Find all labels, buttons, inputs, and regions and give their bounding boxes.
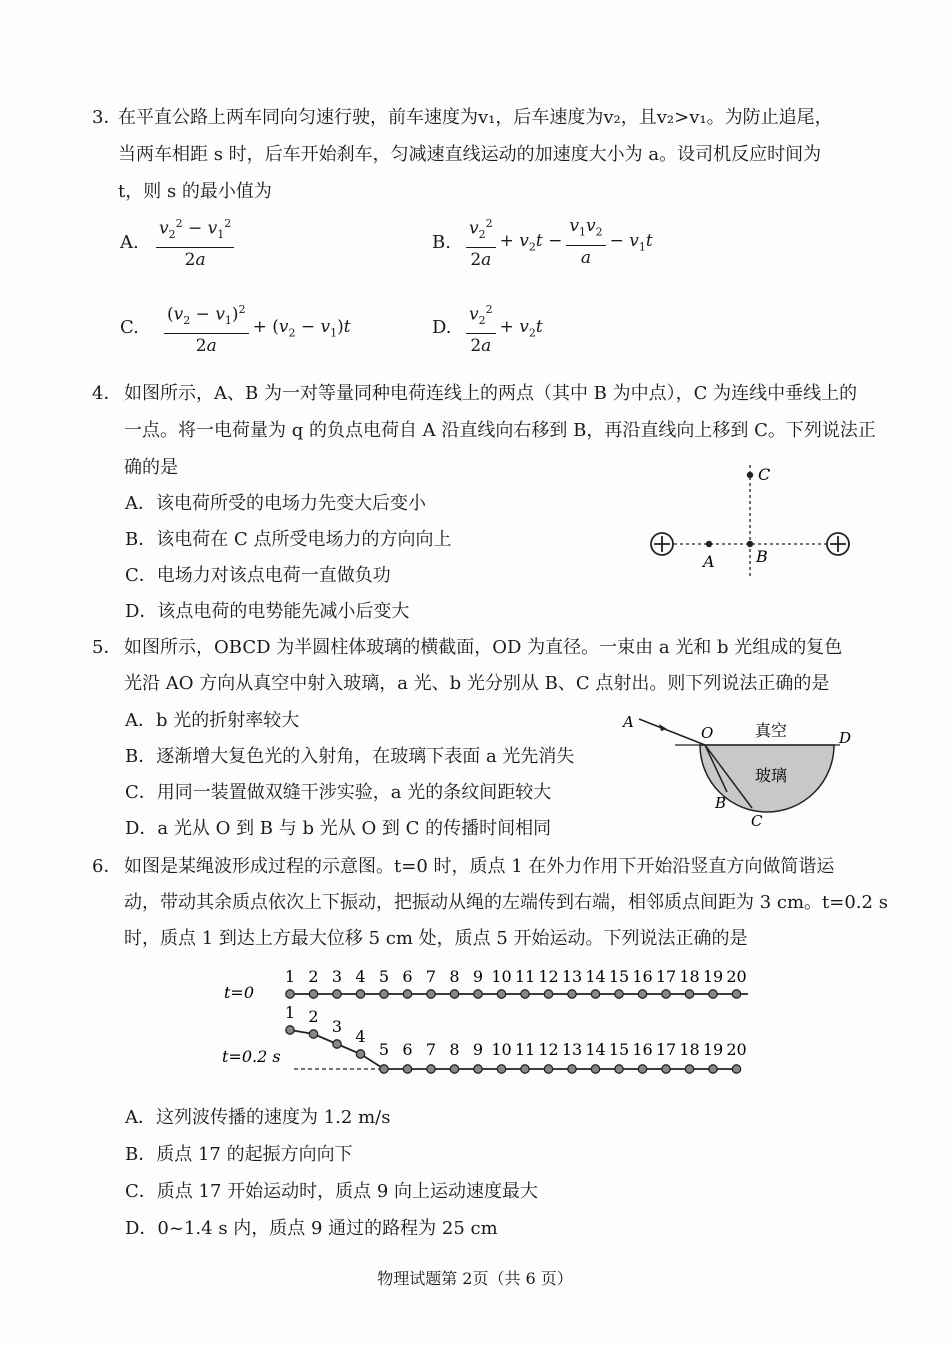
rope-t02-particle: [380, 1065, 388, 1073]
rope-t02-point-label: 18: [679, 1040, 700, 1059]
q3-option-a-label: A.: [120, 232, 139, 253]
rope-t0-point-label: 19: [702, 967, 724, 986]
q4-stem-line1: 如图所示，A、B 为一对等量同种电荷连线上的两点（其中 B 为中点），C 为连线中垂线上的: [124, 383, 858, 404]
rope-t0-point-label: 17: [655, 967, 677, 986]
rope-t0-point-label: 14: [585, 967, 606, 986]
q3-stem-line2: 当两车相距 s 时，后车开始刹车，匀减速直线运动的加速度大小为 a。设司机反应时间为: [118, 144, 822, 165]
rope-t02-particle: [450, 1065, 458, 1073]
glass-label: 玻璃: [755, 766, 788, 785]
rope-t02-particle: [709, 1065, 717, 1073]
rope-t02-point-label: 7: [425, 1040, 437, 1059]
rope-t02-point-label: 11: [514, 1040, 536, 1059]
q4-option-d: D．该点电荷的电势能先减小后变大: [125, 601, 410, 622]
q4-stem-line2: 一点。将一电荷量为 q 的负点电荷自 A 沿直线向右移到 B，再沿直线向上移到 C。下列说法正: [124, 420, 876, 441]
rope-t02-point-label: 2: [308, 1007, 319, 1026]
q6-option-a: A．这列波传播的速度为 1.2 m/s: [125, 1107, 391, 1128]
point-a-label: A: [623, 713, 634, 731]
point-c-label: C: [758, 465, 771, 484]
q6-option-d: D．0~1.4 s 内，质点 9 通过的路程为 25 cm: [125, 1218, 498, 1239]
rope-t0-particle: [568, 990, 576, 998]
rope-t0-point-label: 12: [538, 967, 559, 986]
rope-t02-particle: [615, 1065, 623, 1073]
q6-stem-line3: 时，质点 1 到达上方最大位移 5 cm 处，质点 5 开始运动。下列说法正确的是: [124, 928, 748, 949]
q6-option-b: B．质点 17 的起振方向向下: [125, 1144, 353, 1165]
q3-stem-line1: 在平直公路上两车同向匀速行驶，前车速度为v₁，后车速度为v₂，且v₂>v₁。为防止追尾，: [118, 107, 833, 128]
q4-number: 4．: [92, 383, 122, 404]
point-b-label: B: [715, 794, 727, 812]
rope-t0-particle: [309, 990, 317, 998]
rope-t0-particle: [380, 990, 388, 998]
rope-t02-point-label: 1: [284, 1003, 296, 1022]
q6-stem-line1: 如图是某绳波形成过程的示意图。t=0 时，质点 1 在外力作用下开始沿竖直方向做简谐运: [124, 856, 835, 877]
rope-t0-particle: [450, 990, 458, 998]
point-a-dot: [706, 541, 712, 547]
q4-option-c: C．电场力对该点电荷一直做负功: [125, 565, 391, 586]
q3-option-a-formula: $\frac{v_2^2 - v_1^2}{2a}$: [152, 214, 238, 270]
rope-t0-particle: [333, 990, 341, 998]
q4-stem-line3: 确的是: [124, 457, 178, 478]
q5-option-a: A．b 光的折射率较大: [125, 710, 300, 731]
q6-number: 6．: [92, 856, 122, 877]
point-d-label: D: [839, 729, 852, 747]
rope-t02-particle: [662, 1065, 670, 1073]
q3-option-c-label: C.: [120, 317, 139, 338]
q4-option-b: B．该电荷在 C 点所受电场力的方向向上: [125, 529, 452, 550]
rope-t0-point-label: 2: [308, 967, 319, 986]
rope-t0-particle: [591, 990, 599, 998]
rope-t02-particle: [591, 1065, 599, 1073]
rope-t0-point-label: 16: [632, 967, 653, 986]
rope-t0-point-label: 15: [608, 967, 630, 986]
rope-t02-point-label: 3: [331, 1017, 343, 1036]
rope-t0-particle: [474, 990, 482, 998]
rope-t02-point-label: 20: [726, 1040, 747, 1059]
rope-t0-point-label: 4: [355, 967, 366, 986]
q5-stem-line2: 光沿 AO 方向从真空中射入玻璃，a 光、b 光分别从 B、C 点射出。则下列说法正确的是: [124, 673, 830, 694]
rope-t0-point-label: 10: [491, 967, 512, 986]
q6-option-c: C．质点 17 开始运动时，质点 9 向上运动速度最大: [125, 1181, 539, 1202]
rope-t0-particle: [427, 990, 435, 998]
rope-t02-particle: [427, 1065, 435, 1073]
rope-t0-point-label: 11: [514, 967, 536, 986]
rope-t02-point-label: 6: [402, 1040, 413, 1059]
q4-charge-figure: [640, 455, 870, 585]
rope-t02-point-label: 19: [702, 1040, 724, 1059]
rope-t0-particle: [685, 990, 693, 998]
rope-t02-point-label: 13: [561, 1040, 583, 1059]
q6-stem-line2: 动，带动其余质点依次上下振动，把振动从绳的左端传到右端，相邻质点间距为 3 cm。t=0.2 s: [124, 892, 888, 913]
rope-t02-point-label: 16: [632, 1040, 653, 1059]
rope-t02-point-label: 10: [491, 1040, 512, 1059]
rope-t02-point-label: 8: [449, 1040, 460, 1059]
point-b-dot: [747, 541, 753, 547]
point-c-dot: [747, 472, 753, 478]
rope-t02-particle: [638, 1065, 646, 1073]
rope-t02-particle: [521, 1065, 529, 1073]
rope-t02-particle: [286, 1026, 294, 1034]
rope-t02-particle: [732, 1065, 740, 1073]
rope-t02-points: [285, 1003, 747, 1073]
rope-t02-particle: [568, 1065, 576, 1073]
rope-t0-point-label: 8: [449, 967, 460, 986]
rope-t0-particle: [709, 990, 717, 998]
rope-t02-point-label: 5: [378, 1040, 390, 1059]
rope-t02-particle: [356, 1050, 364, 1058]
point-b-label: B: [756, 547, 768, 566]
q5-glass-figure: [615, 705, 860, 835]
q4-option-a: A．该电荷所受的电场力先变大后变小: [125, 493, 426, 514]
rope-t0-point-label: 5: [378, 967, 390, 986]
rope-t0-point-label: 13: [561, 967, 583, 986]
rope-t02-point-label: 4: [355, 1027, 366, 1046]
t0-label: t=0: [224, 983, 255, 1002]
rope-t0-point-label: 7: [425, 967, 437, 986]
rope-t0-particle: [403, 990, 411, 998]
rope-t02-particle: [333, 1040, 341, 1048]
rope-t02-particle: [474, 1065, 482, 1073]
page-footer: 物理试题第 2页（共 6 页）: [377, 1269, 573, 1288]
q3-option-d-label: D.: [432, 317, 452, 338]
rope-t0-point-label: 6: [402, 967, 413, 986]
q5-option-d: D．a 光从 O 到 B 与 b 光从 O 到 C 的传播时间相同: [125, 818, 552, 839]
q3-option-d-formula: $\frac{v_2^2}{2a}$ + $v_2t$: [462, 300, 543, 356]
rope-t0-particle: [356, 990, 364, 998]
rope-t0-point-label: 1: [284, 967, 296, 986]
rope-t0-point-label: 18: [679, 967, 700, 986]
q5-option-c: C．用同一装置做双缝干涉实验，a 光的条纹间距较大: [125, 782, 552, 803]
rope-t0-particle: [638, 990, 646, 998]
point-c-label: C: [751, 812, 763, 830]
rope-t02-particle: [685, 1065, 693, 1073]
rope-t0-particle: [544, 990, 552, 998]
rope-t0-particle: [497, 990, 505, 998]
rope-t0-particle: [615, 990, 623, 998]
point-a-label: A: [703, 552, 715, 571]
rope-t02-point-label: 14: [585, 1040, 606, 1059]
rope-t02-particle: [309, 1030, 317, 1038]
q3-option-b-formula: $\frac{v_2^2}{2a}$ + $v_2t$ − $\frac{v_1v_2}{a}$ − $v_1t$: [462, 214, 653, 270]
rope-t0-particle: [732, 990, 740, 998]
vacuum-label: 真空: [755, 721, 788, 740]
rope-t0-point-label: 9: [472, 967, 484, 986]
rope-t0-particle: [521, 990, 529, 998]
rope-t0-point-label: 20: [726, 967, 747, 986]
q3-option-c-formula: $\frac{(v_2 - v_1)^2}{2a}$ + $(v_2 - v_1)t$: [160, 300, 351, 356]
rope-t02-particle: [544, 1065, 552, 1073]
q3-number: 3．: [92, 107, 122, 128]
q3-option-b-label: B.: [432, 232, 451, 253]
q5-option-b: B．逐渐增大复色光的入射角，在玻璃下表面 a 光先消失: [125, 746, 575, 767]
rope-t0-particle: [286, 990, 294, 998]
rope-t02-point-label: 15: [608, 1040, 630, 1059]
q6-rope-wave-figure: [210, 960, 770, 1080]
q3-stem-line3: t，则 s 的最小值为: [118, 181, 272, 202]
q5-stem-line1: 如图所示，OBCD 为半圆柱体玻璃的横截面，OD 为直径。一束由 a 光和 b 光组成的复色: [124, 637, 843, 658]
point-o-label: O: [701, 724, 714, 742]
incident-ray-ao: [639, 719, 705, 745]
rope-t02-point-label: 9: [472, 1040, 484, 1059]
rope-t02-point-label: 12: [538, 1040, 559, 1059]
rope-t02-particle: [403, 1065, 411, 1073]
rope-t0-point-label: 3: [331, 967, 343, 986]
t02-label: t=0.2 s: [222, 1047, 281, 1066]
rope-t0-particle: [662, 990, 670, 998]
rope-t02-point-label: 17: [655, 1040, 677, 1059]
positive-charge-right-icon: [827, 533, 849, 555]
positive-charge-left-icon: [651, 533, 673, 555]
rope-t02-particle: [497, 1065, 505, 1073]
q5-number: 5．: [92, 637, 122, 658]
